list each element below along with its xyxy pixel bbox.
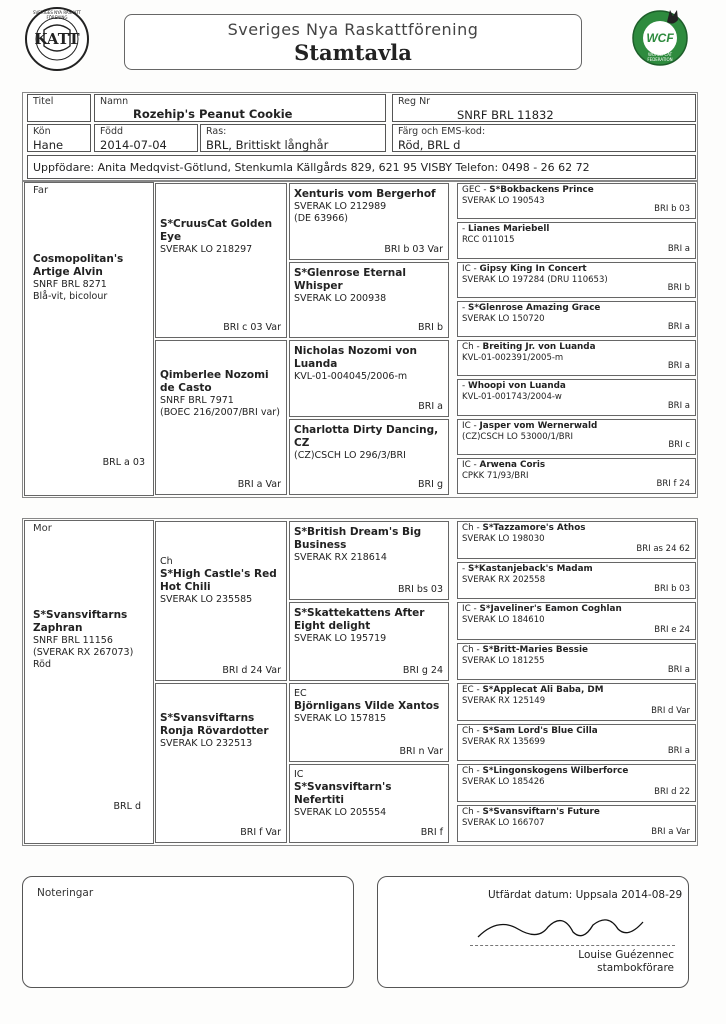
far-gggp-0-name: S*Bokbackens Prince — [489, 185, 594, 195]
uppfodare-field — [27, 155, 696, 179]
mor-ggp-0-ems: BRI bs 03 — [397, 584, 443, 595]
mor-ggp-1-reg: SVERAK LO 195719 — [294, 633, 387, 644]
far-label: Far — [33, 185, 49, 196]
mor-gggp-1-ems: BRI b 03 — [654, 584, 690, 594]
issued-date: Utfärdat datum: Uppsala 2014-08-29 — [488, 889, 683, 901]
mor-gp-0-reg: SVERAK LO 235585 — [160, 594, 253, 605]
far-gggp-7-name: Arwena Coris — [479, 459, 546, 470]
far-gggp-4-ems: BRI a — [667, 361, 690, 372]
mor-gggp-4-title: EC - — [462, 685, 483, 695]
far-ggp-2-reg: KVL-01-004045/2006-m — [294, 371, 408, 382]
signer-role: stambokförare — [597, 962, 674, 974]
notes-box — [22, 876, 354, 988]
mor-gggp-2-title-line — [462, 604, 691, 615]
far-gggp-4-title: Ch - — [462, 342, 483, 352]
mor-gggp-3-name: S*Britt-Maries Bessie — [482, 644, 588, 655]
ras-value: BRL, Brittiskt långhår — [206, 138, 329, 152]
mor-gg-grandparent — [457, 602, 696, 640]
signature-scribble — [468, 907, 668, 947]
far-gggp-7-title: IC - — [462, 459, 480, 470]
far-gggp-5-title: - — [462, 381, 468, 392]
mor-gggp-7-title-line — [462, 807, 691, 818]
org-name: Sveriges Nya Raskattförening — [227, 20, 479, 39]
mor-gggp-0-title: Ch - — [462, 523, 483, 533]
far-gggp-7-title-line — [462, 460, 691, 471]
far-gggp-2-name: Gipsy King In Concert — [479, 263, 587, 274]
mor-gggp-6-title: Ch - — [462, 766, 483, 776]
uppfodare-value: Uppfödare: Anita Medqvist-Götlund, Stenkumla Källgårds 829, 621 95 VISBY Telefon: 0498 - 26 62 72 — [33, 161, 590, 174]
regnr-label: Reg Nr — [398, 96, 431, 107]
mor-gp-1-reg: SVERAK LO 232513 — [160, 738, 253, 749]
far-ggp-0-name: Xenturis vom Bergerhof — [294, 188, 436, 200]
mor-gg-grandparent — [457, 805, 696, 843]
mor-gggp-5-title: Ch - — [462, 725, 483, 736]
mor-gggp-0-ems: BRI as 24 62 — [636, 543, 690, 554]
far-gggp-0-reg: SVERAK LO 190543 — [462, 196, 545, 206]
namn-value: Rozehip's Peanut Cookie — [133, 107, 293, 121]
far-gggp-4-reg: KVL-01-002391/2005-m — [462, 353, 564, 363]
far-gggp-3-title-line — [462, 303, 691, 314]
mor-great-grandparent — [289, 764, 449, 843]
signature-line — [470, 945, 675, 946]
far-gggp-6-title: IC - — [462, 420, 480, 431]
mor-grandparent — [155, 683, 287, 843]
far-great-grandparent — [289, 262, 449, 339]
titel-field — [27, 94, 91, 122]
mor-gggp-4-title-line — [462, 685, 691, 696]
far-great-grandparent — [289, 340, 449, 417]
far-gggp-7-ems: BRI f 24 — [656, 479, 690, 489]
far-gp-0-ems: BRI c 03 Var — [223, 322, 281, 333]
far-gggp-3-name: S*Glenrose Amazing Grace — [467, 302, 601, 313]
mor-gggp-5-name: S*Sam Lord's Blue Cilla — [482, 725, 598, 736]
signature-box — [377, 876, 689, 988]
far-gggp-1-ems: BRI a — [667, 243, 690, 254]
far-gg-grandparent — [457, 419, 696, 455]
mor-gggp-3-title-line — [462, 645, 691, 656]
titel-label: Titel — [33, 96, 54, 107]
mor-gggp-2-ems: BRI e 24 — [654, 624, 690, 635]
far-gg-grandparent — [457, 301, 696, 337]
far-gggp-5-reg: KVL-01-001743/2004-w — [462, 392, 562, 403]
mor-gp-1-ems: BRI f Var — [240, 827, 281, 838]
far-gg-grandparent — [457, 183, 696, 219]
mor-gggp-0-title-line — [462, 523, 691, 534]
mor-ggp-3-reg: SVERAK LO 205554 — [294, 807, 387, 818]
mor-gggp-6-title-line — [462, 766, 691, 777]
far-gggp-4-name: Breiting Jr. von Luanda — [482, 342, 596, 352]
mor-gggp-5-title-line — [462, 726, 691, 737]
far-gp-0-name: S*CruusCat Golden Eye — [160, 218, 273, 243]
far-gggp-3-ems: BRI a — [667, 322, 690, 332]
wcf-logo-text: WCF — [646, 31, 674, 45]
document-title: Stamtavla — [294, 40, 412, 65]
far-gggp-2-title: IC - — [462, 263, 480, 274]
mor-label: Mor — [33, 523, 52, 534]
mor-gggp-0-reg: SVERAK LO 198030 — [462, 534, 545, 544]
org-logo-text: KATT — [34, 30, 80, 48]
mor-parent-reg: SNRF BRL 11156 (SVERAK RX 267073) — [33, 635, 134, 658]
far-parent-ems: BRL a 03 — [102, 457, 145, 468]
mor-gg-grandparent — [457, 643, 696, 681]
mor-gggp-5-reg: SVERAK RX 135699 — [462, 736, 546, 747]
far-ggp-3-reg: (CZ)CSCH LO 296/3/BRI — [294, 449, 406, 461]
farg-value: Röd, BRL d — [398, 138, 461, 152]
far-gp-0-reg: SVERAK LO 218297 — [160, 244, 253, 255]
mor-ggp-2-name: Björnligans Vilde Xantos — [294, 700, 440, 712]
mor-ggp-3-ems: BRI f — [420, 827, 443, 838]
far-gg-grandparent — [457, 340, 696, 376]
regnr-field — [392, 94, 696, 122]
far-gggp-2-reg: SVERAK LO 197284 (DRU 110653) — [462, 274, 608, 285]
far-gggp-1-title-line — [462, 224, 691, 235]
mor-gp-0-ems: BRI d 24 Var — [222, 665, 281, 676]
far-gp-1-name: Qimberlee Nozomi de Casto — [160, 369, 269, 394]
mor-great-grandparent — [289, 602, 449, 681]
signer-name: Louise Guézennec — [578, 949, 674, 961]
fodd-label: Född — [100, 126, 123, 137]
far-gggp-6-name: Jasper vom Wernerwald — [479, 420, 598, 431]
mor-gp-1-name: S*Svansviftarns Ronja Rövardotter — [160, 712, 269, 737]
far-gg-grandparent — [457, 379, 696, 415]
far-ggp-0-reg: SVERAK LO 212989 (DE 63966) — [294, 201, 387, 224]
namn-field — [94, 94, 386, 122]
mor-parent — [24, 520, 154, 844]
regnr-value: SNRF BRL 11832 — [457, 108, 554, 122]
mor-gggp-7-reg: SVERAK LO 166707 — [462, 817, 545, 828]
far-gggp-5-ems: BRI a — [667, 400, 690, 411]
mor-gggp-3-reg: SVERAK LO 181255 — [462, 655, 545, 666]
mor-gggp-2-name: S*Javeliner's Eamon Coghlan — [479, 604, 622, 614]
far-ggp-2-name: Nicholas Nozomi von Luanda — [294, 345, 417, 370]
mor-ggp-3-name: S*Svansviftarn's Nefertiti — [294, 781, 392, 806]
far-gp-1-reg: SNRF BRL 7971 (BOEC 216/2007/BRI var) — [160, 395, 280, 418]
far-parent-extra: Blå-vit, bicolour — [33, 291, 108, 302]
far-gggp-3-title: - — [462, 302, 468, 313]
mor-ggp-0-reg: SVERAK RX 218614 — [294, 552, 387, 563]
far-gggp-2-title-line — [462, 264, 691, 275]
mor-gg-grandparent — [457, 724, 696, 762]
far-gg-grandparent — [457, 222, 696, 258]
mor-gg-grandparent — [457, 764, 696, 802]
mor-ggp-1-ems: BRI g 24 — [402, 665, 443, 676]
far-parent-reg: SNRF BRL 8271 — [33, 279, 107, 290]
far-ggp-1-reg: SVERAK LO 200938 — [294, 292, 387, 304]
far-gggp-1-reg: RCC 011015 — [462, 235, 515, 246]
mor-great-grandparent — [289, 521, 449, 600]
fodd-field — [94, 124, 198, 152]
mor-gggp-2-reg: SVERAK LO 184610 — [462, 615, 545, 625]
mor-gggp-3-title: Ch - — [462, 644, 483, 655]
far-gggp-3-reg: SVERAK LO 150720 — [462, 313, 545, 324]
mor-gg-grandparent — [457, 521, 696, 559]
mor-gggp-4-reg: SVERAK RX 125149 — [462, 696, 546, 706]
notes-label: Noteringar — [37, 887, 94, 899]
mor-gggp-0-name: S*Tazzamore's Athos — [482, 523, 586, 533]
mor-gggp-4-ems: BRI d Var — [651, 705, 690, 716]
mor-ggp-0-name: S*British Dream's Big Business — [294, 526, 422, 551]
mor-gggp-4-name: S*Applecat Ali Baba, DM — [482, 685, 604, 695]
mor-great-grandparent — [289, 683, 449, 762]
far-gggp-1-name: Lianes Mariebell — [467, 224, 550, 235]
far-gggp-6-ems: BRI c — [668, 439, 690, 450]
far-ggp-0-ems: BRI b 03 Var — [384, 243, 443, 255]
mor-gggp-1-reg: SVERAK RX 202558 — [462, 574, 546, 585]
far-gggp-6-title-line — [462, 421, 691, 432]
mor-gggp-6-reg: SVERAK LO 185426 — [462, 777, 545, 787]
far-great-grandparent — [289, 183, 449, 260]
mor-gggp-7-name: S*Svansviftarn's Future — [482, 806, 600, 817]
mor-gggp-6-ems: BRI d 22 — [654, 786, 690, 797]
org-logo — [24, 6, 90, 72]
far-ggp-3-ems: BRI g — [418, 479, 443, 490]
mor-ggp-3-title: IC — [294, 769, 304, 780]
mor-ggp-2-ems: BRI n Var — [399, 746, 443, 757]
far-parent — [24, 182, 154, 496]
far-gggp-5-title-line — [462, 381, 691, 392]
mor-gggp-6-name: S*Lingonskogens Wilberforce — [482, 766, 629, 776]
far-grandparent — [155, 183, 287, 338]
far-gggp-7-reg: CPKK 71/93/BRI — [462, 470, 529, 481]
mor-ggp-2-title: EC — [294, 688, 307, 699]
wcf-logo-ring-text: WORLD CAT FEDERATION — [647, 52, 673, 62]
far-ggp-1-ems: BRI b — [418, 322, 443, 333]
far-ggp-1-name: S*Glenrose Eternal Whisper — [294, 266, 406, 292]
far-ggp-2-ems: BRI a — [418, 400, 443, 412]
fodd-value: 2014-07-04 — [100, 138, 167, 152]
org-logo-ring-text: SVERIGES NYA RASKATT FÖRENING — [32, 10, 82, 20]
mor-gg-grandparent — [457, 562, 696, 600]
mor-gggp-3-ems: BRI a — [667, 665, 690, 675]
far-grandparent — [155, 340, 287, 495]
far-gggp-2-ems: BRI b — [667, 282, 690, 293]
far-gggp-1-title: - — [462, 224, 468, 235]
mor-gggp-5-ems: BRI a — [667, 746, 690, 756]
mor-gggp-1-title-line — [462, 564, 691, 575]
mor-gggp-1-title: - — [462, 563, 468, 574]
mor-parent-ems: BRL d — [113, 801, 141, 812]
far-gggp-4-title-line — [462, 342, 691, 353]
kon-field — [27, 124, 91, 152]
mor-ggp-1-name: S*Skattekattens After Eight delight — [294, 607, 425, 632]
far-great-grandparent — [289, 419, 449, 496]
mor-gp-0-title: Ch — [160, 556, 173, 567]
mor-grandparent — [155, 521, 287, 681]
mor-gp-0-name: S*High Castle's Red Hot Chili — [160, 568, 277, 593]
ras-label: Ras: — [206, 126, 227, 137]
namn-label: Namn — [100, 96, 129, 107]
mor-gggp-2-title: IC - — [462, 604, 480, 614]
ras-field — [200, 124, 386, 152]
far-gp-1-ems: BRI a Var — [237, 479, 281, 490]
farg-field — [392, 124, 696, 152]
wcf-logo — [630, 6, 690, 66]
mor-gggp-1-name: S*Kastanjeback's Madam — [467, 563, 593, 574]
mor-gggp-7-title: Ch - — [462, 806, 483, 817]
far-gggp-0-title: GEC - — [462, 185, 490, 195]
farg-label: Färg och EMS-kod: — [398, 126, 486, 137]
far-parent-name: Cosmopolitan's Artige Alvin — [33, 253, 124, 278]
far-gggp-5-name: Whoopi von Luanda — [467, 381, 566, 392]
mor-parent-name: S*Svansviftarns Zaphran — [33, 609, 128, 634]
far-gg-grandparent — [457, 458, 696, 494]
header-box — [124, 14, 582, 70]
far-gggp-0-title-line — [462, 185, 691, 196]
mor-gggp-7-ems: BRI a Var — [651, 827, 690, 837]
far-gggp-6-reg: (CZ)CSCH LO 53000/1/BRI — [462, 431, 573, 442]
kon-label: Kön — [33, 126, 51, 137]
far-gg-grandparent — [457, 262, 696, 298]
mor-ggp-2-reg: SVERAK LO 157815 — [294, 713, 387, 724]
mor-parent-extra: Röd — [33, 659, 52, 670]
far-ggp-3-name: Charlotta Dirty Dancing, CZ — [294, 423, 439, 449]
mor-gg-grandparent — [457, 683, 696, 721]
kon-value: Hane — [33, 138, 64, 152]
far-gggp-0-ems: BRI b 03 — [654, 204, 690, 215]
